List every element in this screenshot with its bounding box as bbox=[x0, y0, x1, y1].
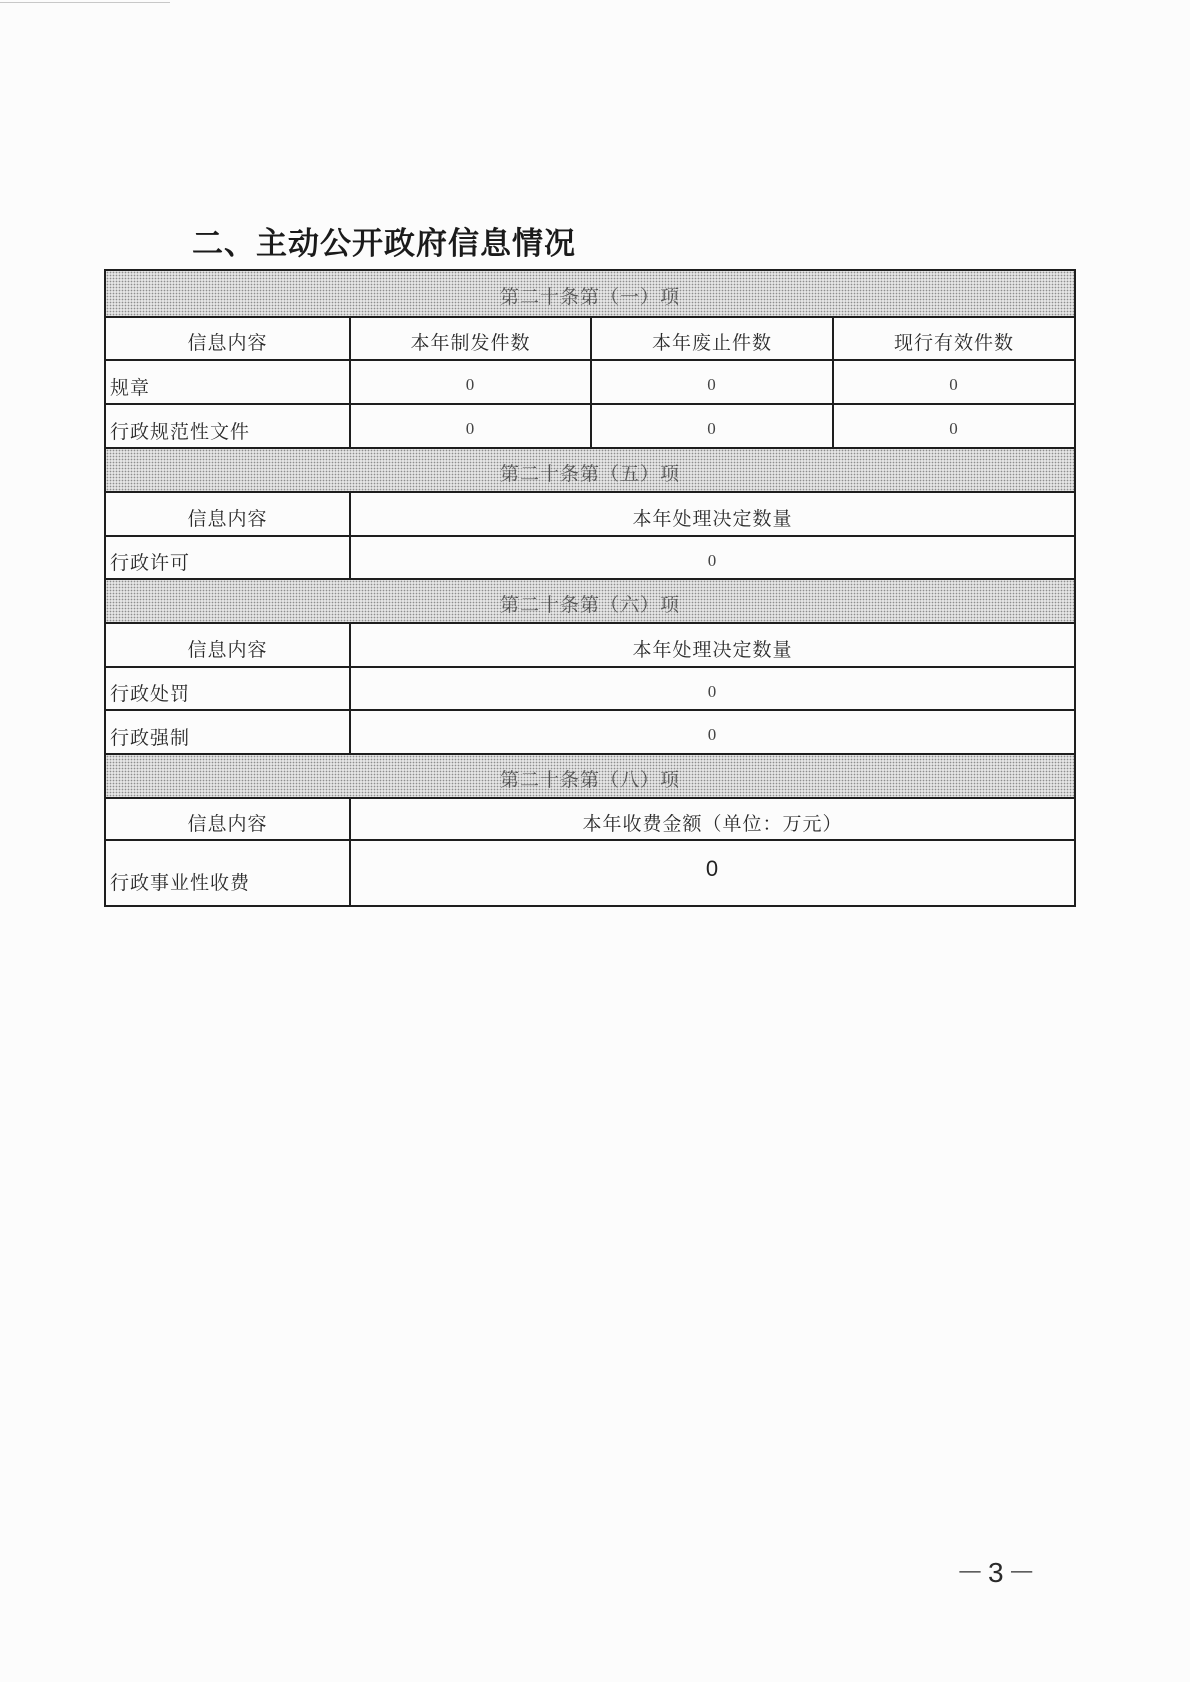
table-row bbox=[105, 360, 1075, 404]
section-heading-row bbox=[105, 270, 1075, 317]
table-cell: 0 bbox=[833, 404, 1075, 448]
column-header: 信息内容 bbox=[105, 623, 350, 667]
column-header: 本年收费金额（单位：万元） bbox=[350, 798, 1075, 840]
section-heading-row bbox=[105, 754, 1075, 798]
table-row bbox=[105, 404, 1075, 448]
table-cell: 0 bbox=[350, 840, 1075, 906]
section-heading-row bbox=[105, 448, 1075, 492]
row-label: 行政许可 bbox=[105, 536, 350, 579]
row-label: 行政规范性文件 bbox=[105, 404, 350, 448]
table-cell: 0 bbox=[350, 404, 591, 448]
row-label: 行政处罚 bbox=[105, 667, 350, 710]
table-row bbox=[105, 840, 1075, 906]
section-heading: 第二十条第（六）项 bbox=[105, 579, 1075, 623]
column-header-row bbox=[105, 798, 1075, 840]
column-header-row bbox=[105, 623, 1075, 667]
column-header: 本年废止件数 bbox=[591, 317, 833, 360]
column-header: 信息内容 bbox=[105, 317, 350, 360]
column-header: 信息内容 bbox=[105, 798, 350, 840]
table-cell: 0 bbox=[833, 360, 1075, 404]
section-heading: 第二十条第（八）项 bbox=[105, 754, 1075, 798]
scan-edge-line bbox=[0, 2, 170, 3]
section-title: 二、主动公开政府信息情况 bbox=[192, 226, 576, 261]
section-heading: 第二十条第（五）项 bbox=[105, 448, 1075, 492]
info-table bbox=[104, 269, 1076, 907]
table-row bbox=[105, 536, 1075, 579]
table-row bbox=[105, 710, 1075, 754]
table-cell: 0 bbox=[350, 710, 1075, 754]
table-cell: 0 bbox=[350, 667, 1075, 710]
column-header: 本年制发件数 bbox=[350, 317, 591, 360]
row-label: 行政强制 bbox=[105, 710, 350, 754]
row-label: 行政事业性收费 bbox=[105, 840, 350, 906]
row-label: 规章 bbox=[105, 360, 350, 404]
table-cell: 0 bbox=[350, 360, 591, 404]
page-number: －3－ bbox=[956, 1557, 1040, 1588]
column-header: 本年处理决定数量 bbox=[350, 492, 1075, 536]
table-cell: 0 bbox=[350, 536, 1075, 579]
table-cell: 0 bbox=[591, 360, 833, 404]
table-cell: 0 bbox=[591, 404, 833, 448]
column-header: 现行有效件数 bbox=[833, 317, 1075, 360]
section-heading-row bbox=[105, 579, 1075, 623]
table-row bbox=[105, 667, 1075, 710]
column-header-row bbox=[105, 492, 1075, 536]
column-header-row bbox=[105, 317, 1075, 360]
section-heading: 第二十条第（一）项 bbox=[105, 270, 1075, 317]
column-header: 本年处理决定数量 bbox=[350, 623, 1075, 667]
column-header: 信息内容 bbox=[105, 492, 350, 536]
